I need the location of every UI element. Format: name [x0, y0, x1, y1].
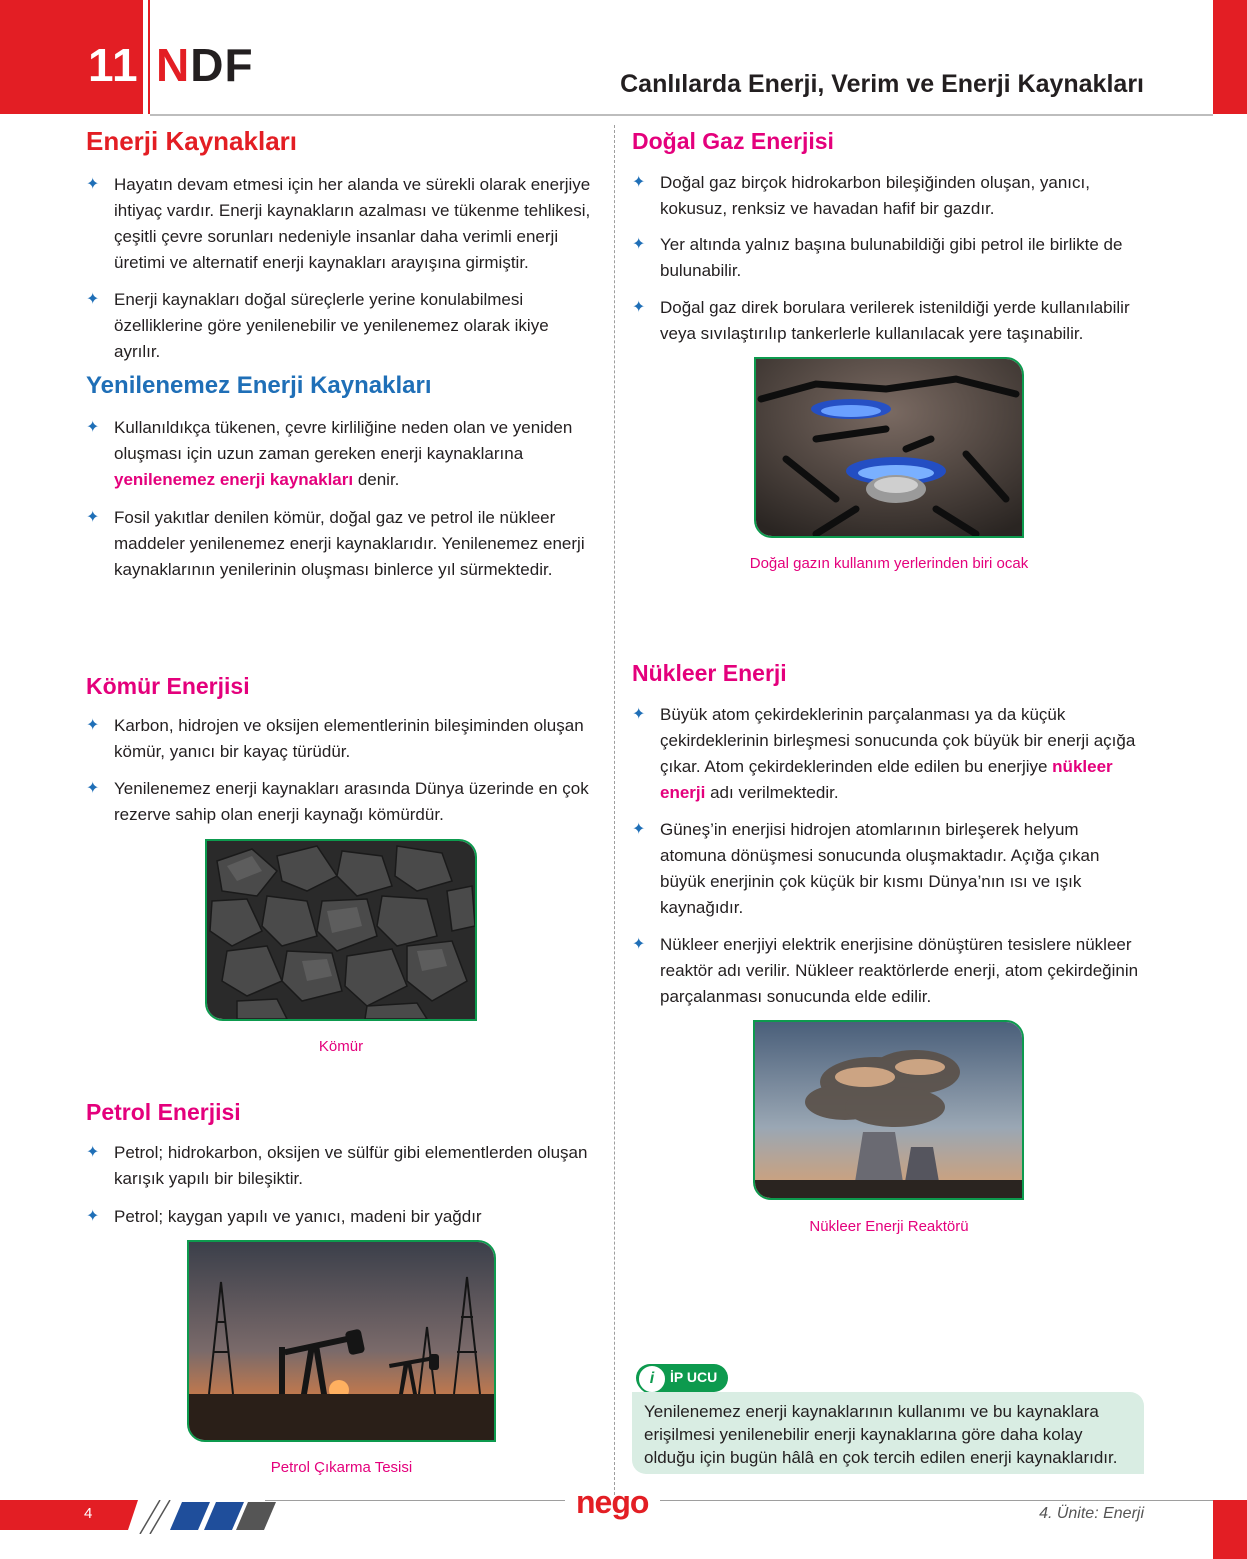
bullet-star-icon: ✦	[86, 717, 100, 734]
bullet-petrol-def	[86, 1140, 598, 1192]
bullet-text: Petrol; hidrokarbon, oksijen ve sülfür gibi elementlerden oluşan karışık yapılı bir bileşiktir.	[114, 1143, 588, 1188]
column-divider	[614, 125, 615, 1495]
footer-line-right	[660, 1500, 1213, 1501]
caption-dogal-gaz: Doğal gazın kullanım yerlerinden biri ocak	[749, 555, 1029, 572]
bullet-text: Enerji kaynakları doğal süreçlerle yerine konulabilmesi özelliklerine göre yenilenebilir ve yenilenemez olarak ikiye ayrılır.	[114, 290, 549, 361]
bullet-star-icon: ✦	[86, 291, 100, 308]
unit-label: 4. Ünite: Enerji	[1039, 1505, 1144, 1522]
bullet-star-icon: ✦	[632, 706, 646, 723]
bullet-fossil-fuels	[86, 505, 598, 583]
bullet-star-icon: ✦	[632, 299, 646, 316]
bullet-text: Doğal gaz birçok hidrokarbon bileşiğinden oluşan, yanıcı, kokusuz, renksiz ve havadan hafif bir gazdır.	[660, 173, 1090, 218]
bullet-star-icon: ✦	[632, 174, 646, 191]
logo-part-a: ne	[576, 1484, 612, 1520]
caption-petrol: Petrol Çıkarma Tesisi	[270, 1459, 413, 1476]
bullet-star-icon: ✦	[86, 780, 100, 797]
caption-komur: Kömür	[318, 1038, 364, 1055]
right-red-strip-top	[1213, 0, 1247, 114]
bullet-star-icon: ✦	[86, 176, 100, 193]
caption-nukleer: Nükleer Enerji Reaktörü	[809, 1218, 969, 1235]
bullet-star-icon: ✦	[86, 509, 100, 526]
logo-part-b: go	[611, 1484, 649, 1520]
bullet-star-icon: ✦	[86, 1208, 100, 1225]
bullet-text: Yenilenemez enerji kaynakları arasında Dünya üzerinde en çok rezerve sahip olan enerji kaynağı kömürdür.	[114, 779, 589, 824]
bullet-gaz-def	[632, 170, 1144, 222]
tip-box: Yenilenemez enerji kaynaklarının kullanımı ve bu kaynaklara erişilmesi yenilenebilir enerji kaynaklarına göre daha kolay olduğu için bugün hâlâ en çok tercih edilen enerji kaynaklarıdır.	[632, 1392, 1144, 1474]
coal-illustration	[207, 841, 475, 1019]
bullet-text: Petrol; kaygan yapılı ve yanıcı, madeni bir yağdır	[114, 1207, 482, 1226]
heading-yenilenemez: Yenilenemez Enerji Kaynakları	[86, 372, 432, 399]
oil-rig-image	[187, 1240, 496, 1442]
bullet-text-end: adı verilmektedir.	[705, 783, 839, 802]
brand-logo	[156, 38, 254, 92]
nuclear-reactor-illustration	[755, 1022, 1022, 1198]
bullet-text-end: denir.	[353, 470, 400, 489]
brand-rest: DF	[190, 39, 254, 91]
highlight-term: yenilenemez enerji kaynakları	[114, 470, 354, 489]
footer-red-block	[0, 1500, 120, 1530]
bullet-gunes	[632, 817, 1144, 921]
heading-komur: Kömür Enerjisi	[86, 673, 250, 699]
bullet-star-icon: ✦	[632, 236, 646, 253]
bullet-gaz-transport	[632, 295, 1144, 347]
bullet-text: Kullanıldıkça tükenen, çevre kirliliğine neden olan ve yeniden oluşması için uzun zaman gereken enerji kaynaklarına	[114, 418, 573, 463]
bullet-komur-def	[86, 713, 598, 765]
bullet-energy-need	[86, 172, 598, 276]
info-icon: i	[637, 1364, 667, 1394]
heading-petrol: Petrol Enerjisi	[86, 1099, 241, 1125]
bullet-yenilenemez-def	[86, 415, 598, 493]
header-underline	[150, 114, 1213, 116]
bullet-text: Nükleer enerjiyi elektrik enerjisine dönüştüren tesislere nükleer reaktör adı verilir. Nükleer reaktörlerde enerji, atom çekirdeğinin parçalanması sonucunda elde edilir.	[660, 935, 1139, 1006]
tip-label: İP UCU	[670, 1369, 718, 1385]
bullet-text: Karbon, hidrojen ve oksijen elementlerinin bileşiminden oluşan kömür, yanıcı bir kayaç türüdür.	[114, 716, 584, 761]
bullet-star-icon: ✦	[632, 936, 646, 953]
oil-rig-illustration	[189, 1242, 494, 1440]
brand-first-letter: N	[156, 39, 191, 91]
header-divider	[148, 0, 150, 114]
bullet-star-icon: ✦	[86, 419, 100, 436]
bullet-text: Doğal gaz direk borulara verilerek istenildiği yerde kullanılabilir veya sıvılaştırılıp tankerlerle kullanılacak yere taşınabilir.	[660, 298, 1130, 343]
nuclear-reactor-image	[753, 1020, 1024, 1200]
heading-nukleer: Nükleer Enerji	[632, 660, 787, 686]
bullet-gaz-location	[632, 232, 1144, 284]
bullet-reaktor	[632, 932, 1144, 1010]
bullet-text: Güneş’in enerjisi hidrojen atomlarının birleşerek helyum atomuna dönüşmesi sonucunda oluşmaktadır. Açığa çıkan büyük enerjinin çok küçük bir kısmı Dünya’nın ısı ve ışık kaynağıdır.	[660, 820, 1100, 917]
highlight-term: nükleer enerji	[660, 757, 1113, 802]
bullet-text: Yer altında yalnız başına bulunabildiği gibi petrol ile birlikte de bulunabilir.	[660, 235, 1123, 280]
bullet-nukleer-def	[632, 702, 1144, 806]
heading-dogal-gaz: Doğal Gaz Enerjisi	[632, 128, 834, 154]
grade-number: 11	[88, 39, 139, 91]
gas-stove-illustration	[756, 359, 1022, 536]
page-number: 4	[84, 1505, 93, 1522]
bullet-text: Fosil yakıtlar denilen kömür, doğal gaz ve petrol ile nükleer maddeler yenilenemez enerji kaynaklarıdır. Yenilenemez enerji kaynaklarının yenilerinin oluşması binlerce yıl sürmektedir.	[114, 508, 585, 579]
bullet-komur-reserve	[86, 776, 598, 828]
bullet-classification	[86, 287, 598, 365]
footer-line-left	[265, 1500, 565, 1501]
bullet-text: Büyük atom çekirdeklerinin parçalanması ya da küçük çekirdeklerinin birleşmesi sonucunda çok büyük bir enerji açığa çıkar. Atom çekirdeklerinden elde edilen bu enerjiye	[660, 705, 1136, 776]
gas-stove-image	[754, 357, 1024, 538]
bullet-star-icon: ✦	[86, 1144, 100, 1161]
right-red-strip-bottom	[1213, 1500, 1247, 1559]
page-title: Canlılarda Enerji, Verim ve Enerji Kaynakları	[620, 70, 1144, 98]
nego-logo	[576, 1484, 648, 1521]
bullet-text: Hayatın devam etmesi için her alanda ve sürekli olarak enerjiye ihtiyaç vardır. Enerji kaynakların azalması ve tükenme tehlikesi, çeşitli çevre sorunları nedeniyle insanlar daha verimli enerji üretimi ve alternatif enerji kaynakları arayışına girmiştir.	[114, 175, 591, 272]
heading-enerji-kaynaklari: Enerji Kaynakları	[86, 126, 297, 156]
coal-image	[205, 839, 477, 1021]
footer-stripes-decoration	[120, 1500, 280, 1534]
bullet-petrol-oil	[86, 1204, 598, 1230]
bullet-star-icon: ✦	[632, 821, 646, 838]
